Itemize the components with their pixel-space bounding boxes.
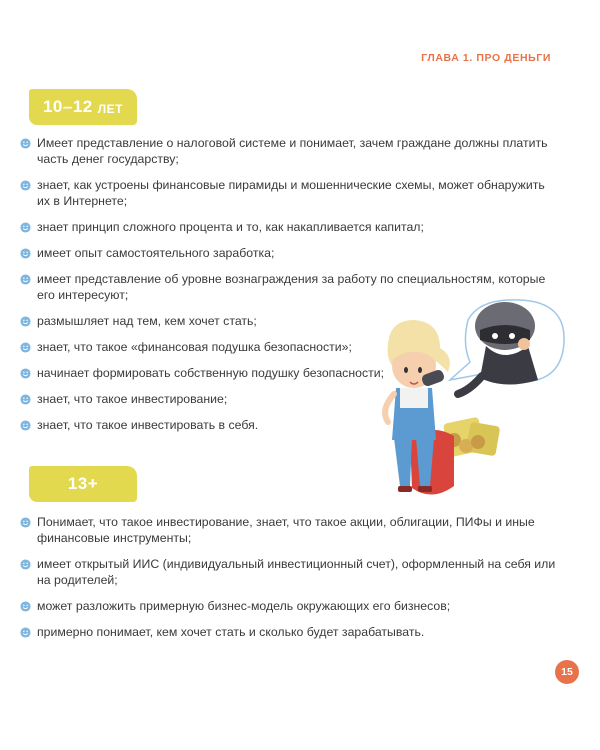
list-item-text: может разложить примерную бизнес-модель окружающих его бизнесов; [37,599,451,613]
skills-list-13-plus [20,514,560,650]
list-item-text: Имеет представление о налоговой системе и понимает, зачем граждане должны платить часть денег государству; [37,136,548,166]
list-item [20,514,560,546]
list-item-text: знает принцип сложного процента и то, как накапливается капитал; [37,220,424,234]
age-badge-main: 10–12 [42,97,93,116]
list-item [20,556,560,588]
list-item [20,177,560,209]
list-item [20,219,560,235]
smiley-icon [20,368,31,379]
age-badge-label: 13+ [67,474,99,493]
girl-phone-thief-illustration [370,290,570,510]
list-item [20,598,560,614]
smiley-icon [20,138,31,149]
list-item-text: знает, что такое «финансовая подушка безопасности»; [37,340,352,354]
list-item-text: Понимает, что такое инвестирование, знает, что такое акции, облигации, ПИФы и иные финансовые инструменты; [37,515,535,545]
list-item-text: размышляет над тем, кем хочет стать; [37,314,257,328]
list-item-text: знает, что такое инвестирование; [37,392,228,406]
smiley-icon [20,274,31,285]
list-item [20,245,560,261]
smiley-icon [20,559,31,570]
smiley-icon [20,394,31,405]
smiley-icon [20,627,31,638]
age-badge-10-12 [29,89,137,125]
smiley-icon [20,420,31,431]
list-item-text: имеет опыт самостоятельного заработка; [37,246,275,260]
list-item-text: знает, что такое инвестировать в себя. [37,418,259,432]
smiley-icon [20,342,31,353]
list-item-text: имеет открытый ИИС (индивидуальный инвестиционный счет), оформленный на себя или на родителей; [37,557,556,587]
list-item-text: начинает формировать собственную подушку безопасности; [37,366,385,380]
age-badge-unit: ЛЕТ [97,101,124,116]
list-item [20,624,560,640]
page-number: 15 [555,660,579,684]
smiley-icon [20,601,31,612]
smiley-icon [20,517,31,528]
chapter-header: ГЛАВА 1. ПРО ДЕНЬГИ [421,52,551,64]
age-badge-13-plus [29,466,137,502]
smiley-icon [20,180,31,191]
smiley-icon [20,316,31,327]
smiley-icon [20,248,31,259]
list-item-text: знает, как устроены финансовые пирамиды и мошеннические схемы, может обнаружить их в Интернете; [37,178,545,208]
smiley-icon [20,222,31,233]
list-item-text: примерно понимает, кем хочет стать и сколько будет зарабатывать. [37,625,425,639]
list-item [20,135,560,167]
list-item-text: имеет представление об уровне вознаграждения за работу по специальностям, которые его интересуют; [37,272,546,302]
